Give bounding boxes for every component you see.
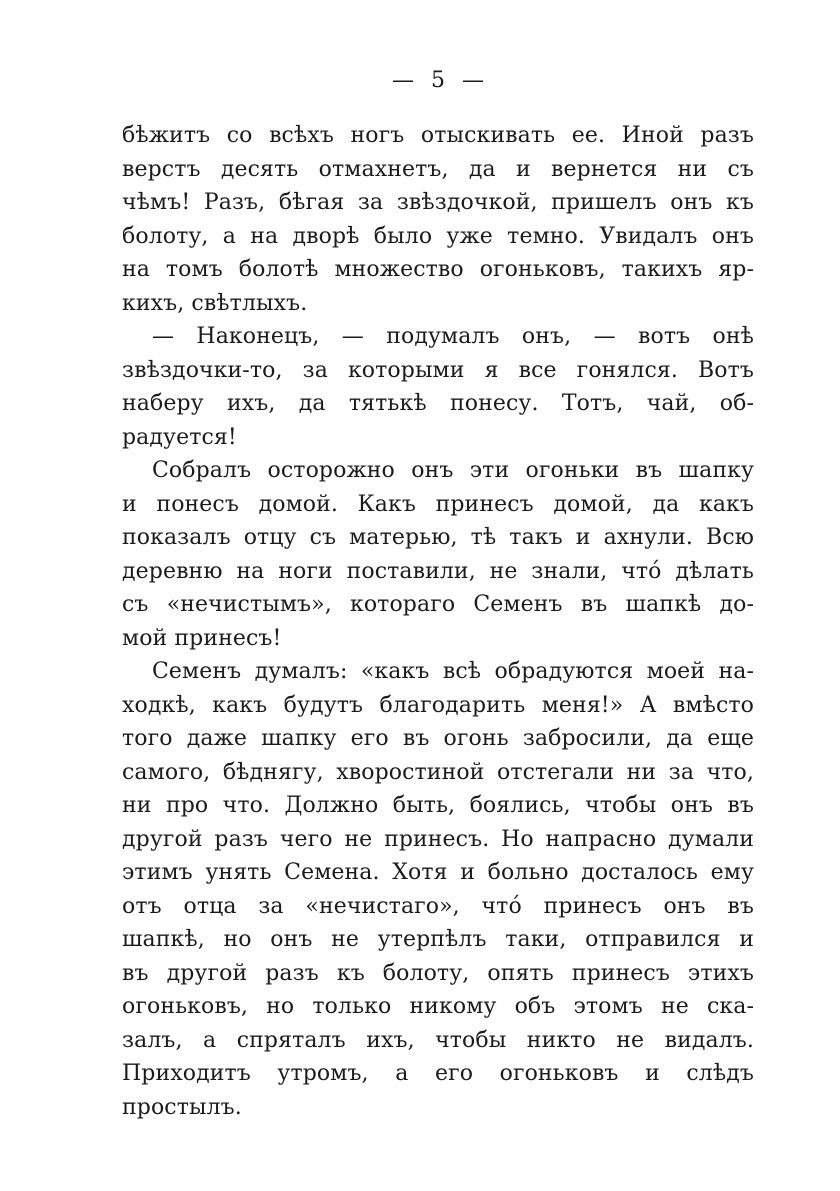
text-line: звѣздочки-то, за которыми я все гонялся. Вотъ xyxy=(122,357,754,383)
paragraph xyxy=(122,655,754,1124)
page-number: — 5 — xyxy=(392,68,484,93)
text-line: того даже шапку его въ огонь забросили, да еще xyxy=(122,726,754,751)
paragraph xyxy=(122,454,754,655)
text-line: огоньковъ, но только никому объ этомъ не ска- xyxy=(122,994,754,1019)
text-line: радуется! xyxy=(122,424,237,450)
text-line: ходкѣ, какъ будутъ благодарить меня!» А вмѣсто xyxy=(122,692,754,718)
text-line: кихъ, свѣтлыхъ. xyxy=(122,290,308,316)
text-line: ни про что. Должно быть, боялись, чтобы онъ въ xyxy=(122,793,754,818)
text-line: залъ, а спряталъ ихъ, чтобы никто не видалъ. xyxy=(122,1027,754,1053)
text-line: самого, бѣднягу, хворостиной отстегали ни за что, xyxy=(122,759,754,785)
text-line: съ «нечистымъ», котораго Семенъ въ шапкѣ до- xyxy=(122,592,754,617)
text-line: этимъ унять Семена. Хотя и больно досталось ему xyxy=(122,860,754,885)
text-line: Семенъ думалъ: «какъ всѣ обрадуются моей на- xyxy=(152,659,754,684)
text-line: простылъ. xyxy=(122,1094,242,1120)
text-line: Собралъ осторожно онъ эти огоньки въ шапку xyxy=(152,458,754,483)
text-line: Приходитъ утромъ, а его огоньковъ и слѣдъ xyxy=(122,1061,754,1086)
paragraph xyxy=(122,119,754,320)
text-line: показалъ отцу съ матерью, тѣ такъ и ахнули. Всю xyxy=(122,525,754,550)
text-line: мой принесъ! xyxy=(122,625,282,651)
text-line: и понесъ домой. Какъ принесъ домой, да какъ xyxy=(122,491,754,517)
text-line: чѣмъ! Разъ, бѣгая за звѣздочкой, пришелъ онъ къ xyxy=(122,190,754,215)
text-column xyxy=(122,119,754,1124)
text-line: шапкѣ, но онъ не утерпѣлъ таки, отправился и xyxy=(122,927,754,952)
text-line: на томъ болотѣ множество огоньковъ, такихъ яр- xyxy=(122,257,754,282)
text-line: бѣжитъ со всѣхъ ногъ отыскивать ее. Иной разъ xyxy=(122,123,754,148)
text-line: отъ отца за «нечистаго», что́ принесъ онъ въ xyxy=(122,893,754,919)
text-line: верстъ десять отмахнетъ, да и вернется ни съ xyxy=(122,156,754,182)
paragraph xyxy=(122,320,754,454)
text-line: — Наконецъ, — подумалъ онъ, — вотъ онѣ xyxy=(152,324,754,349)
text-line: въ другой разъ къ болоту, опять принесъ этихъ xyxy=(122,960,754,986)
text-line: болоту, а на дворѣ было уже темно. Увидалъ онъ xyxy=(122,223,754,249)
text-line: другой разъ чего не принесъ. Но напрасно думали xyxy=(122,826,754,852)
text-line: наберу ихъ, да тятькѣ понесу. Тотъ, чай, об- xyxy=(122,391,754,416)
text-line: деревню на ноги поставили, не знали, что́ дѣлать xyxy=(122,558,754,584)
